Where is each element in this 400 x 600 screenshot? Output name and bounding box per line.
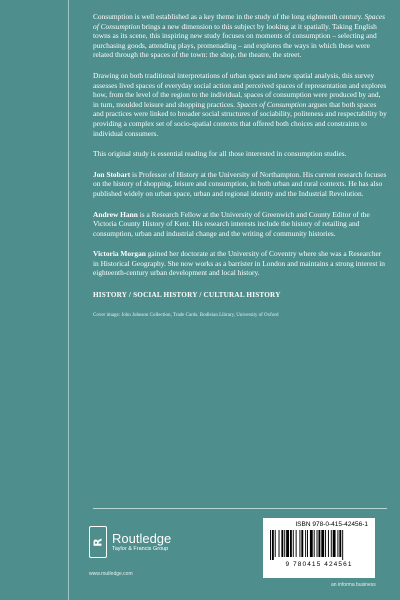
book-title-italic: Spaces of Consumption xyxy=(236,99,307,109)
divider-line xyxy=(93,508,387,509)
subject-categories: HISTORY / SOCIAL HISTORY / CULTURAL HISTORY xyxy=(93,291,281,300)
description-text: brings a new dimension to this subject by looking at it spatially. Taking English towns as its scene, this inspiring new study focuses on moments of consumption – selecting and purchasing goods, attending plays, promenading – and explores the ways in which these were related through the spaces of the town: the shop, the theatre, the street. xyxy=(93,21,377,60)
publisher-logo xyxy=(89,526,171,558)
barcode-digits: 9 780415 424561 xyxy=(285,561,353,568)
author-bio-text: is Professor of History at the University of Northampton. His current research focuses on the history of shopping, leisure and consumption, in both urban and rural contexts. He has also published widely on urban space, urban and regional identity and the Industrial Revolution. xyxy=(93,169,387,198)
author-name: Andrew Hann xyxy=(93,209,138,219)
author-name: Victoria Morgan xyxy=(93,249,146,259)
book-title-italic: Spaces of Consumption xyxy=(93,12,386,31)
author-bio-morgan xyxy=(93,249,387,278)
author-bio-stobart xyxy=(93,170,387,199)
isbn-label: ISBN 978-0-415-42456-1 xyxy=(295,521,368,528)
publisher-website: www.routledge.com xyxy=(89,571,133,577)
publisher-wordmark xyxy=(112,532,171,553)
publisher-group: Taylor & Francis Group xyxy=(112,545,169,552)
text-panel xyxy=(68,0,396,600)
author-bio-text: is a Research Fellow at the University of Greenwich and County Editor of the Victoria County History of Kent. His research interests include the history of retailing and consumption, urban and industrial change and the writing of community histories. xyxy=(93,209,370,238)
author-name: Jon Stobart xyxy=(93,169,131,179)
informa-business: an informa business xyxy=(331,582,376,588)
cover-image-credit: Cover image: John Johnson Collection, Trade Cards. Bodleian Library, University of Oxford xyxy=(93,312,279,318)
isbn-barcode-box xyxy=(263,518,375,578)
barcode-icon xyxy=(268,530,370,560)
author-bio-hann xyxy=(93,210,387,239)
description-text: argues that both spaces and practices were linked to broader social structures of sociability, politeness and respectability by providing a complex set of socio-spatial contexts that offered both choices and constraints to individual consumers. xyxy=(93,99,387,138)
description-text: Consumption is well established as a key theme in the study of the long eighteenth century. xyxy=(93,12,365,21)
description-paragraph-1 xyxy=(93,12,387,60)
description-paragraph-3: This original study is essential reading for all those interested in consumption studies. xyxy=(93,149,347,159)
author-bio-text: gained her doctorate at the University of Coventry where she was a Researcher in Historical Geography. She now works as a barrister in London and maintains a strong interest in eighteenth-century urban development and local history. xyxy=(93,249,386,278)
publisher-name: Routledge xyxy=(112,530,172,546)
description-text: Drawing on both traditional interpretations of urban space and new spatial analysis, this survey assesses lived spaces of everyday social action and perceived spaces of representation and explores how, from the level of the region to the individual, spaces of consumption were produced by and, in turn, moulded leisure and shopping practices. xyxy=(93,70,387,109)
routledge-r-icon xyxy=(89,526,107,558)
logo-letter: R xyxy=(91,537,105,547)
description-paragraph-2 xyxy=(93,71,387,138)
blurb xyxy=(93,12,387,319)
